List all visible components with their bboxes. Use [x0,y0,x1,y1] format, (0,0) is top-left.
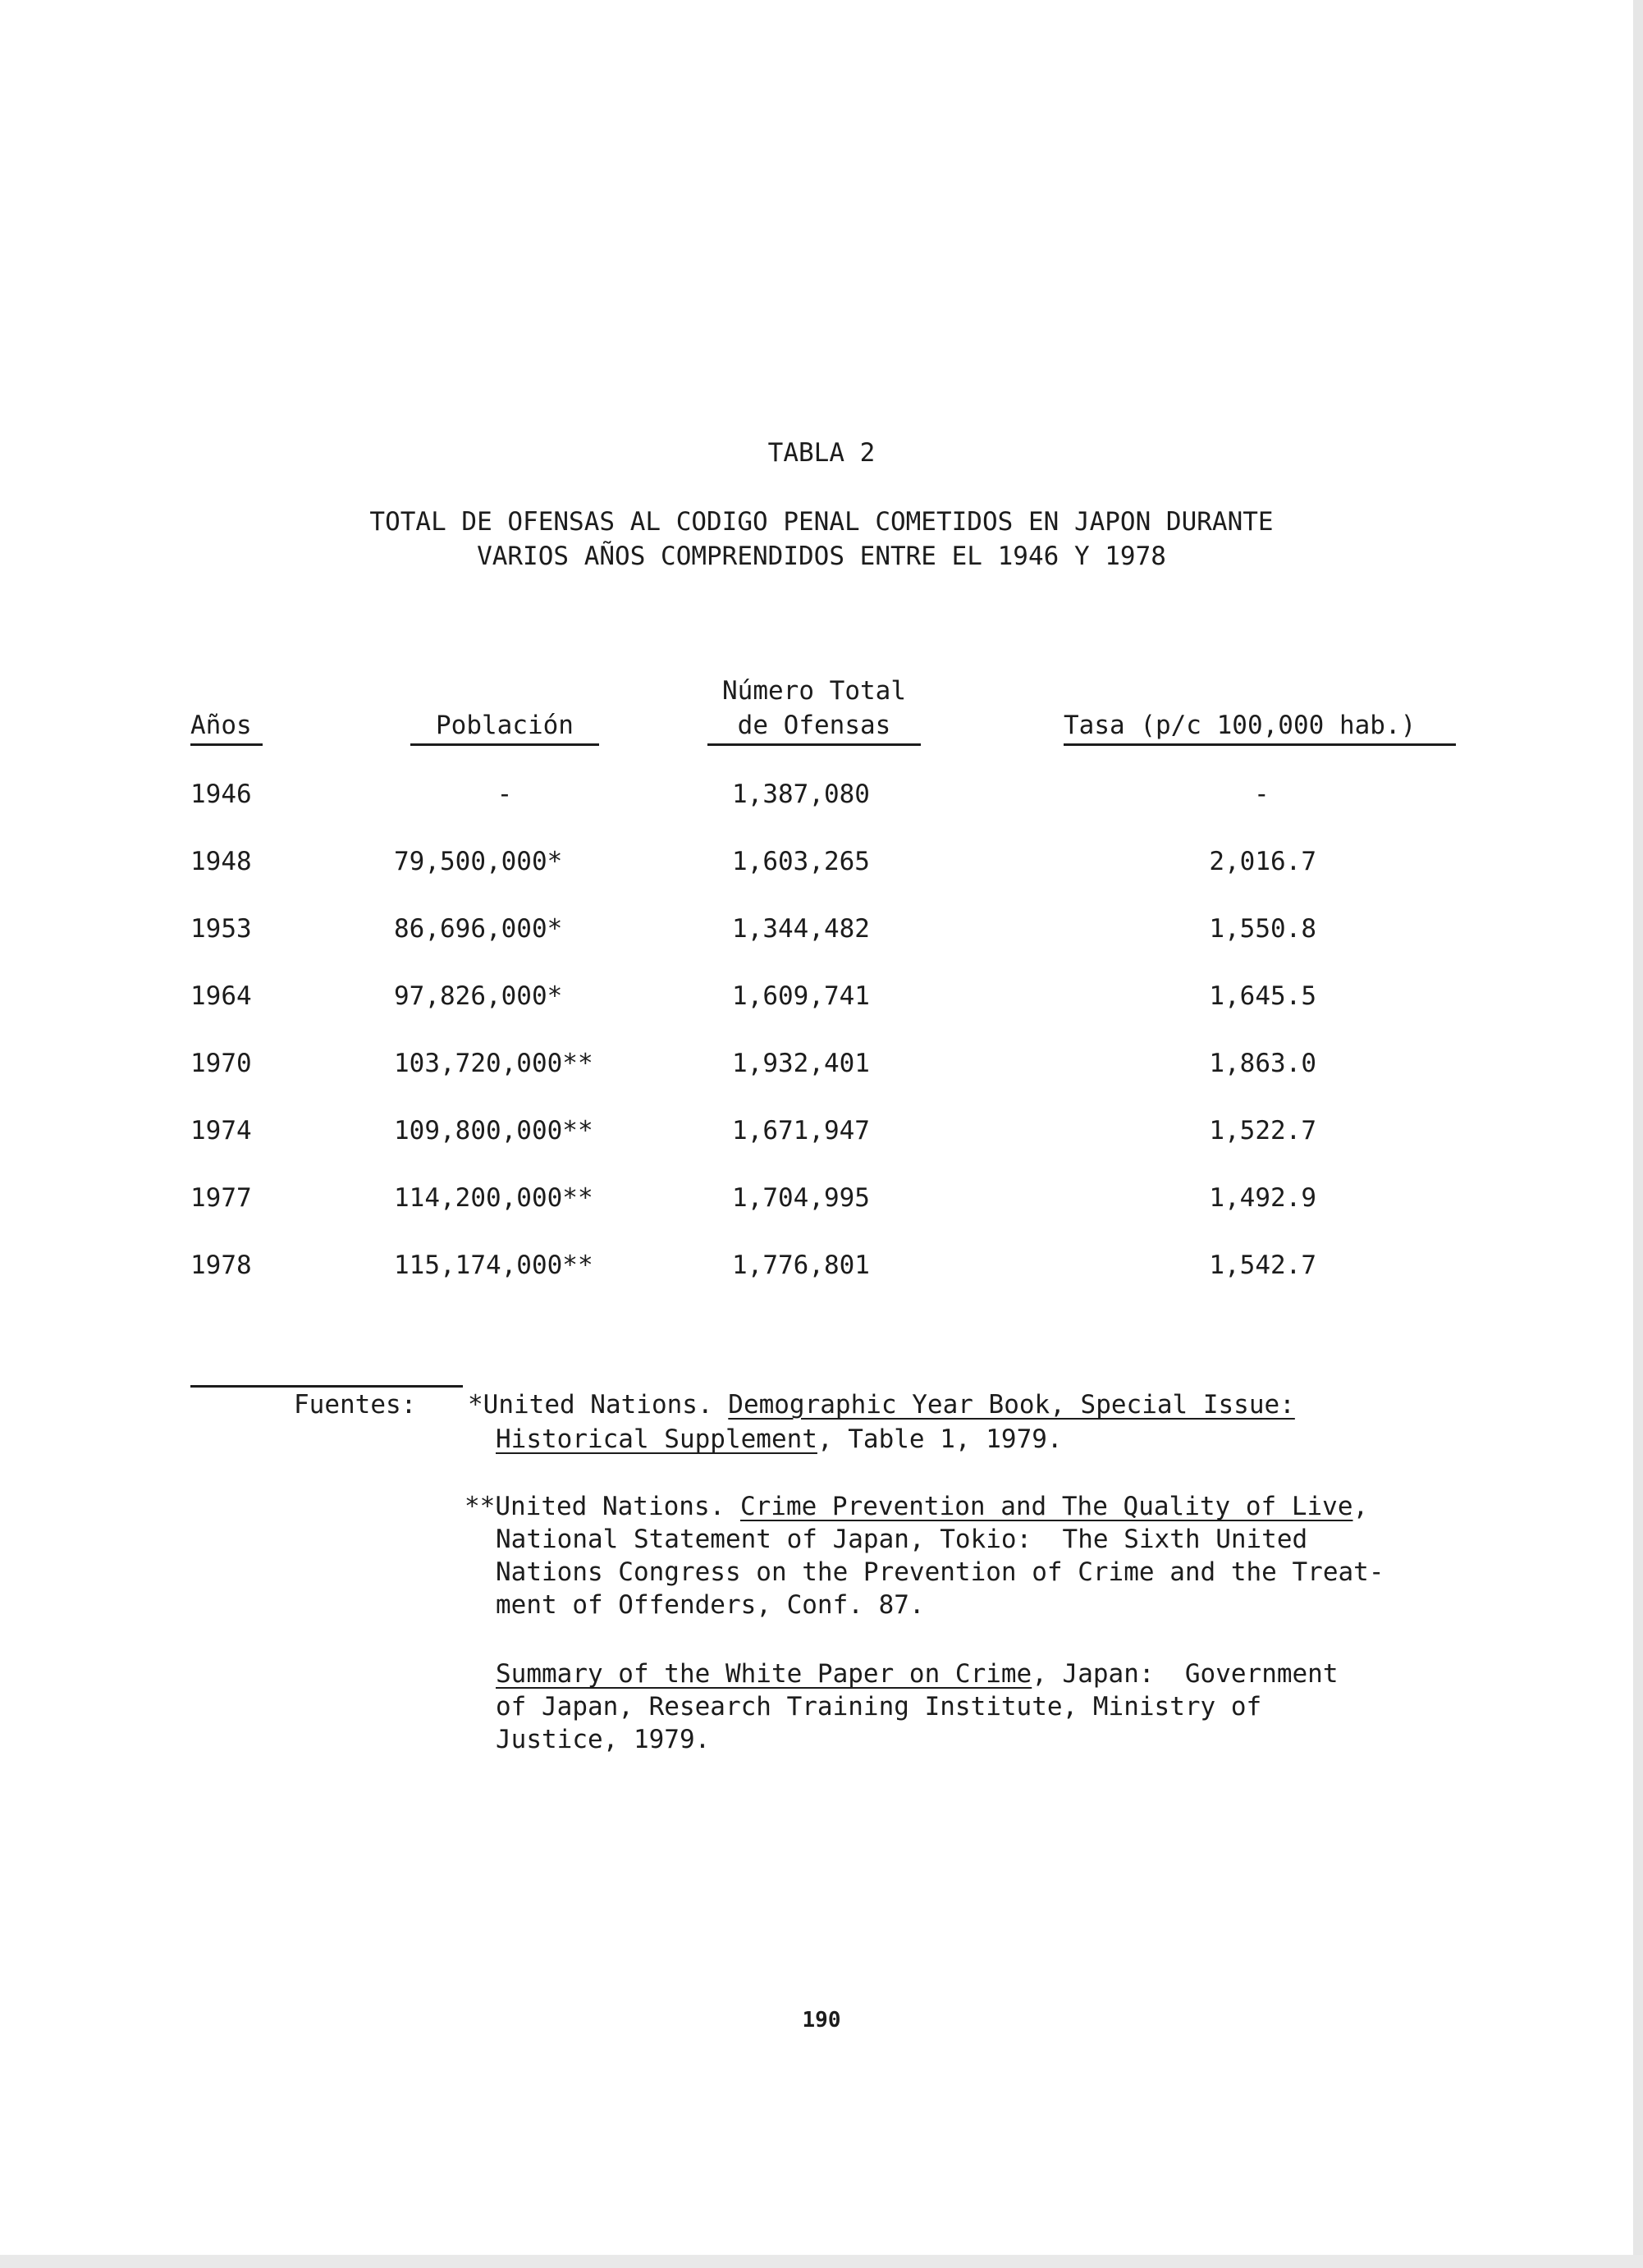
cell-population: 115,174,000** [394,1251,593,1280]
footnote-rule [190,1385,463,1388]
header-total-line-2: de Ofensas [737,711,891,740]
cell-total: 1,776,801 [732,1251,870,1280]
header-underline [707,743,921,746]
page-number: 190 [802,2008,841,2033]
cell-rate: 1,550.8 [1209,914,1316,944]
source-2-title: Crime Prevention and The Quality of Live [739,1492,1353,1521]
cell-population: 86,696,000* [394,914,563,944]
page-edge [0,2255,1643,2268]
cell-total: 1,603,265 [732,847,870,876]
header-underline [410,743,599,746]
source-2-comma: , [1352,1492,1369,1521]
table-title-line-2: VARIOS AÑOS COMPRENDIDOS ENTRE EL 1946 Y 1978 [477,542,1166,571]
cell-rate: 1,645.5 [1209,981,1316,1011]
sources-label: Fuentes: [294,1390,417,1420]
cell-population: - [497,780,513,809]
cell-year: 1946 [190,780,252,809]
source-3-line-2: of Japan, Research Training Institute, Ministry of [496,1692,1262,1722]
cell-rate: 1,492.9 [1209,1183,1316,1213]
cell-rate: - [1254,780,1270,809]
source-2-line-3: Nations Congress on the Prevention of Crime and the Treat- [496,1557,1384,1587]
cell-year: 1970 [190,1049,252,1078]
header-total-line-1: Número Total [722,676,906,706]
source-1-prefix: *United Nations. [468,1390,729,1420]
header-underline [1064,743,1456,746]
cell-total: 1,344,482 [732,914,870,944]
source-3-line-3: Justice, 1979. [496,1725,711,1754]
cell-year: 1964 [190,981,252,1011]
cell-population: 109,800,000** [394,1116,593,1145]
cell-year: 1977 [190,1183,252,1213]
source-1-line-1 [468,1390,1295,1420]
source-1-rest: , Table 1, 1979. [817,1424,1063,1454]
cell-rate: 2,016.7 [1209,847,1316,876]
source-1-title: Demographic Year Book, Special Issue: [728,1390,1295,1420]
cell-population: 97,826,000* [394,981,563,1011]
cell-total: 1,671,947 [732,1116,870,1145]
cell-total: 1,704,995 [732,1183,870,1213]
cell-population: 79,500,000* [394,847,563,876]
source-2-line-4: ment of Offenders, Conf. 87. [496,1590,925,1620]
cell-rate: 1,863.0 [1209,1049,1316,1078]
source-3-title: Summary of the White Paper on Crime [496,1659,1032,1689]
cell-total: 1,932,401 [732,1049,870,1078]
source-3-line-1 [496,1659,1339,1689]
header-population: Población [436,711,574,740]
header-underline [190,743,263,746]
source-2-line-1 [465,1492,1368,1521]
source-2-prefix: **United Nations. [465,1492,740,1521]
table-title-line-1: TOTAL DE OFENSAS AL CODIGO PENAL COMETIDOS EN JAPON DURANTE [369,507,1274,537]
cell-total: 1,609,741 [732,981,870,1011]
cell-year: 1953 [190,914,252,944]
source-2-line-2: National Statement of Japan, Tokio: The Sixth United [496,1525,1308,1554]
cell-year: 1974 [190,1116,252,1145]
cell-population: 103,720,000** [394,1049,593,1078]
header-years: Años [190,711,252,740]
cell-year: 1948 [190,847,252,876]
header-rate: Tasa (p/c 100,000 hab.) [1064,711,1416,740]
page-edge [1633,0,1643,2268]
cell-rate: 1,522.7 [1209,1116,1316,1145]
table-label: TABLA 2 [767,438,876,468]
source-1-line-2 [496,1424,1063,1454]
source-3-rest: , Japan: Government [1032,1659,1339,1689]
cell-population: 114,200,000** [394,1183,593,1213]
cell-year: 1978 [190,1251,252,1280]
source-1-title: Historical Supplement [496,1424,817,1454]
cell-rate: 1,542.7 [1209,1251,1316,1280]
cell-total: 1,387,080 [732,780,870,809]
